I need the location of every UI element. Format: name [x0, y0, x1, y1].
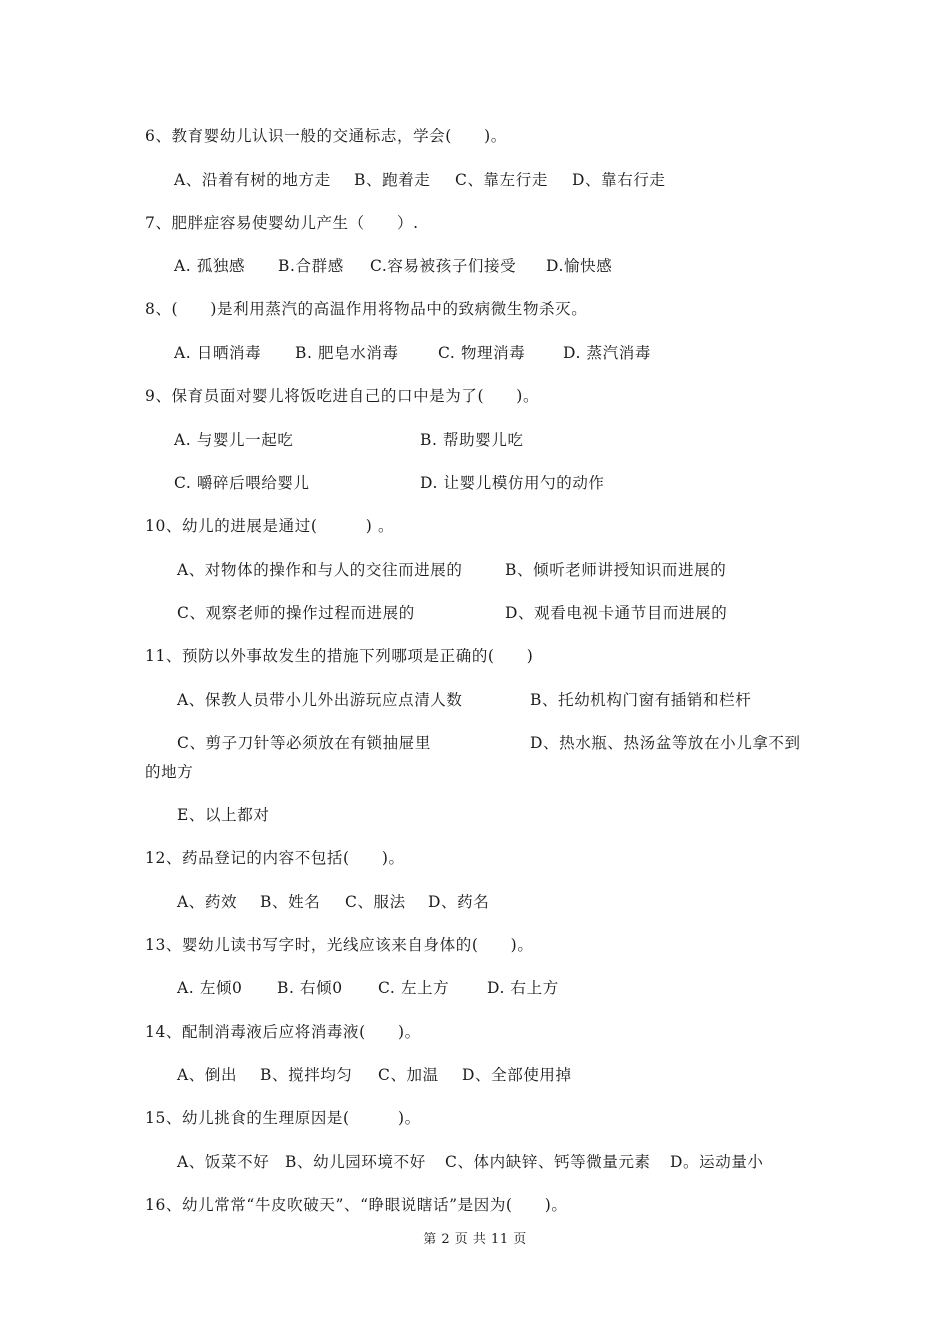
- question-7-stem: 7、肥胖症容易使婴幼儿产生（ ）.: [145, 214, 419, 232]
- question-8-option-d: D. 蒸汽消毒: [563, 344, 651, 362]
- question-10-option-c: C、观察老师的操作过程而进展的: [177, 604, 415, 622]
- question-9-option-c: C. 嚼碎后喂给婴儿: [174, 474, 310, 492]
- question-9-option-b: B. 帮助婴儿吃: [420, 431, 524, 449]
- question-12-stem: 12、药品登记的内容不包括( )。: [145, 849, 405, 867]
- question-7-option-d: D.愉快感: [546, 257, 613, 275]
- question-6-option-a: A、沿着有树的地方走: [174, 171, 331, 189]
- question-6-option-d: D、靠右行走: [572, 171, 666, 189]
- question-14-option-d: D、全部使用掉: [462, 1066, 572, 1084]
- question-11-option-e: E、以上都对: [177, 806, 270, 824]
- question-15-option-a: A、饭菜不好: [177, 1153, 270, 1171]
- question-11-option-d: D、热水瓶、热汤盆等放在小儿拿不到: [530, 734, 801, 752]
- question-14-option-a: A、倒出: [177, 1066, 238, 1084]
- question-13-option-c: C. 左上方: [378, 979, 450, 997]
- question-9-option-a: A. 与婴儿一起吃: [174, 431, 294, 449]
- question-14-option-c: C、加温: [378, 1066, 439, 1084]
- question-9-stem: 9、保育员面对婴儿将饭吃进自己的口中是为了( )。: [145, 387, 540, 405]
- page-footer: 第 2 页 共 11 页: [423, 1232, 527, 1247]
- question-16-stem: 16、幼儿常常“牛皮吹破天”、“睁眼说瞎话”是因为( )。: [145, 1196, 568, 1214]
- question-7-option-a: A. 孤独感: [174, 257, 246, 275]
- question-10-option-d: D、观看电视卡通节目而进展的: [505, 604, 728, 622]
- question-11-option-d-continued: 的地方: [145, 763, 194, 781]
- question-8-option-b: B. 肥皂水消毒: [295, 344, 399, 362]
- question-12-option-d: D、药名: [428, 893, 490, 911]
- question-13-option-a: A. 左倾0: [177, 979, 243, 997]
- question-10-stem: 10、幼儿的进展是通过( ) 。: [145, 517, 395, 535]
- question-6-option-c: C、靠左行走: [455, 171, 548, 189]
- question-7-option-c: C.容易被孩子们接受: [370, 257, 517, 275]
- question-15-option-c: C、体内缺锌、钙等微量元素: [445, 1153, 651, 1171]
- question-8-option-a: A. 日晒消毒: [174, 344, 262, 362]
- question-11-stem: 11、预防以外事故发生的措施下列哪项是正确的( ): [145, 647, 534, 665]
- question-14-stem: 14、配制消毒液后应将消毒液( )。: [145, 1023, 421, 1041]
- question-15-option-b: B、幼儿园环境不好: [285, 1153, 426, 1171]
- question-8-option-c: C. 物理消毒: [438, 344, 526, 362]
- question-6-stem: 6、教育婴幼儿认识一般的交通标志，学会( )。: [145, 127, 507, 145]
- question-13-stem: 13、婴幼儿读书写字时，光线应该来自身体的( )。: [145, 936, 534, 954]
- question-6-option-b: B、跑着走: [354, 171, 431, 189]
- question-12-option-c: C、服法: [345, 893, 406, 911]
- question-10-option-a: A、对物体的操作和与人的交往而进展的: [177, 561, 463, 579]
- question-11-option-c: C、剪子刀针等必须放在有锁抽屉里: [177, 734, 431, 752]
- question-12-option-b: B、姓名: [260, 893, 321, 911]
- question-15-stem: 15、幼儿挑食的生理原因是( )。: [145, 1109, 421, 1127]
- question-14-option-b: B、搅拌均匀: [260, 1066, 353, 1084]
- question-13-option-b: B. 右倾0: [277, 979, 343, 997]
- question-10-option-b: B、倾听老师讲授知识而进展的: [505, 561, 727, 579]
- question-7-option-b: B.合群感: [278, 257, 344, 275]
- question-8-stem: 8、( )是利用蒸汽的高温作用将物品中的致病微生物杀灭。: [145, 300, 588, 318]
- question-15-option-d: D。运动量小: [670, 1153, 764, 1171]
- question-11-option-b: B、托幼机构门窗有插销和栏杆: [530, 691, 752, 709]
- question-12-option-a: A、药效: [177, 893, 238, 911]
- question-9-option-d: D. 让婴儿模仿用勺的动作: [420, 474, 605, 492]
- question-11-option-a: A、保教人员带小儿外出游玩应点清人数: [177, 691, 463, 709]
- question-13-option-d: D. 右上方: [487, 979, 559, 997]
